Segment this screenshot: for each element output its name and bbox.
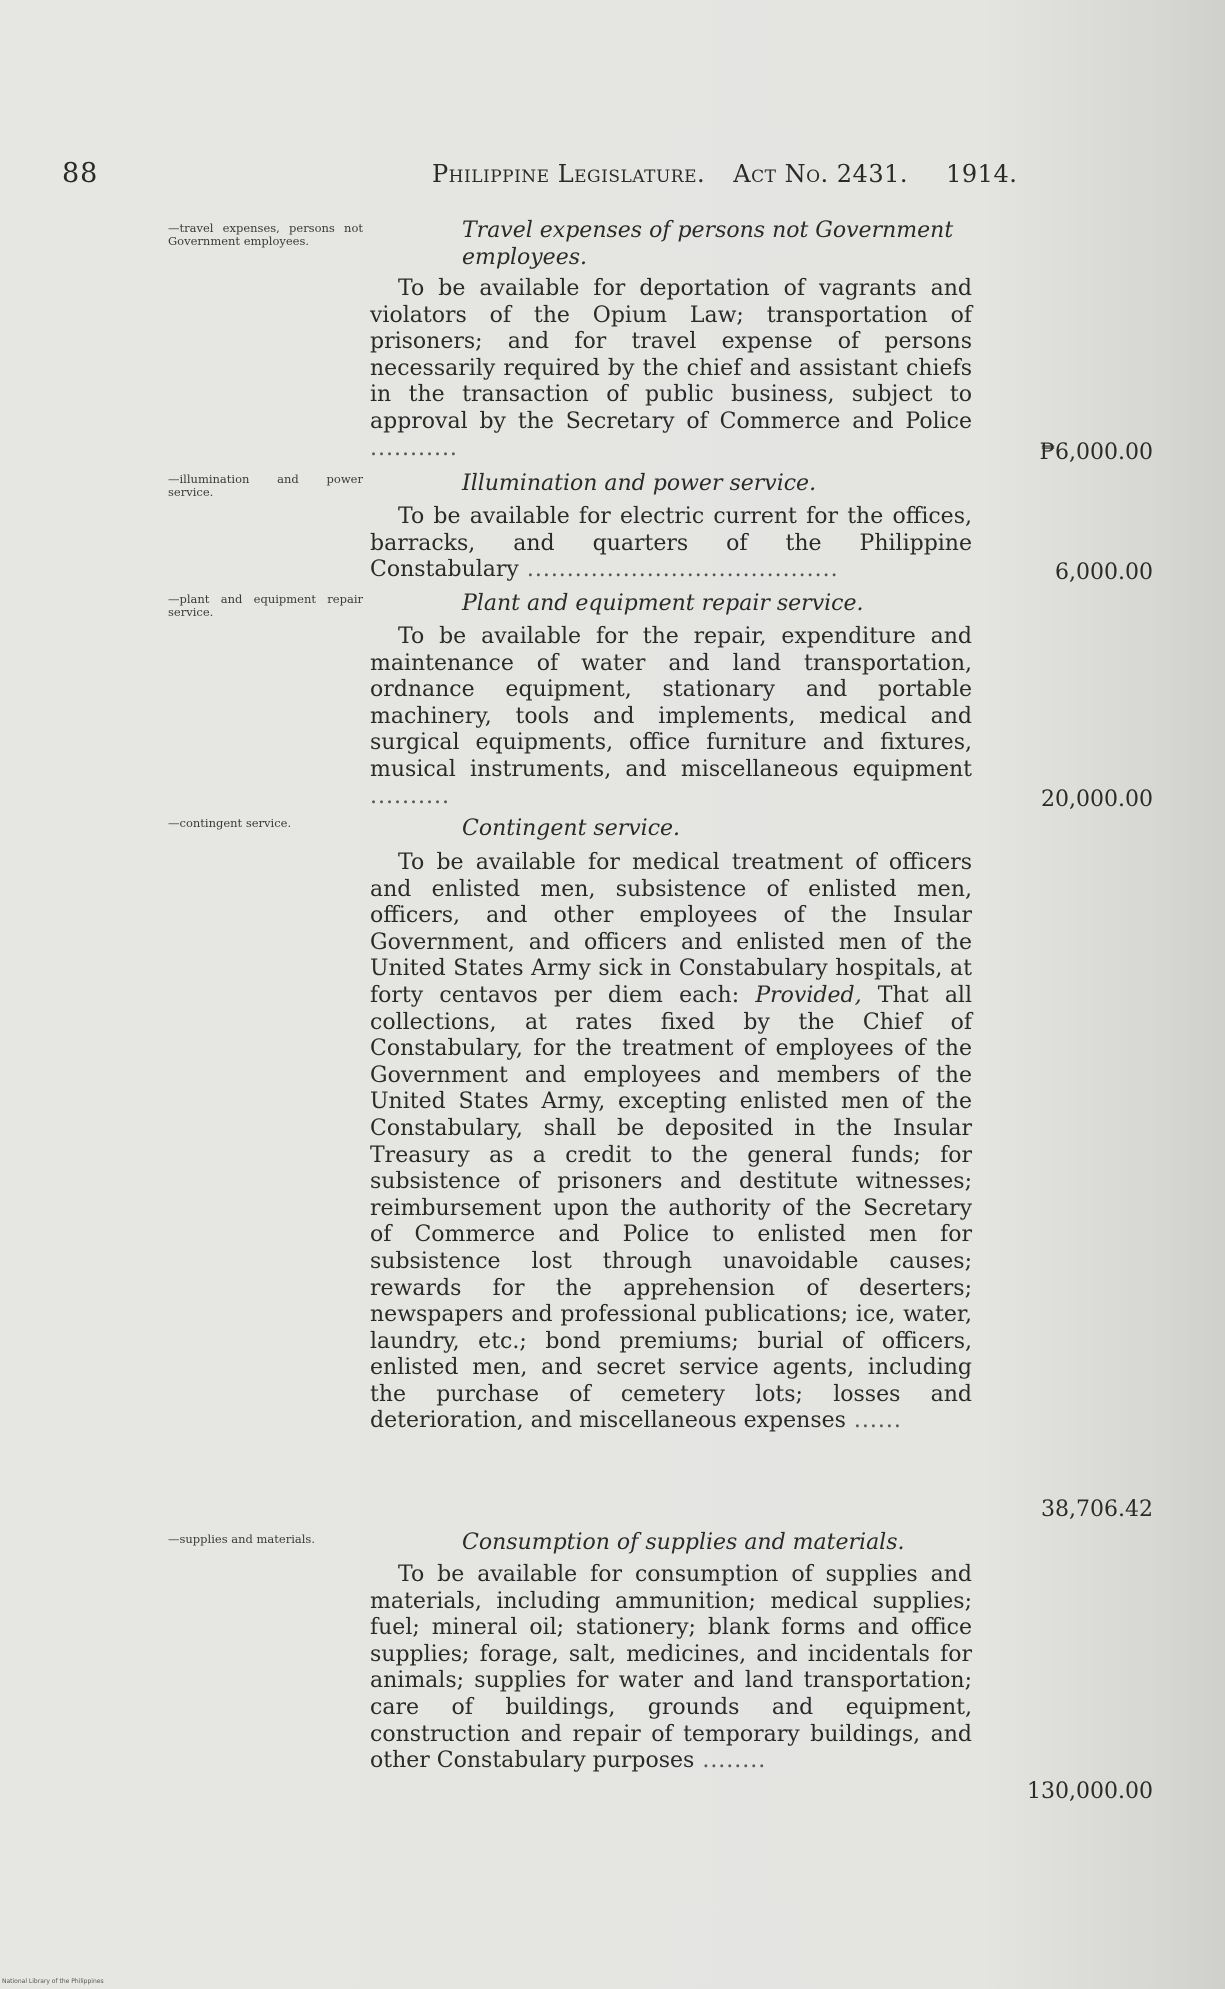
section-body-contingent-2: That all collections, at rates fixed by the Chief of Constabulary, for the treatment of employees of the Government and employees and members of the United States Army, excepting enlisted men of the Constabulary, shall be deposited in the Insular Treasury as a credit to the general funds; for subsistence of prisoners and destitute witnesses; reimbursement upon the authority of the Secretary of Commerce and Police to enlisted men for subsistence lost through unavoidable causes; rewards for the apprehension of deserters; newspapers and professional publications; ice, water, laundry, etc.; bond premiums; burial of officers, enlisted men, and secret service agents, including the purchase of cemetery lots; losses and deterioration, and miscellaneous expenses xyxy=(370,982,973,1434)
section-text-travel: To be available for deportation of vagrants and violators of the Opium Law; transportation of prisoners; and for travel expense of persons necessarily required by the chief and assistant chiefs in the transaction of public business, subject to approval by the Secretary of Commerce and Police ........... xyxy=(370,276,972,461)
section-amount-travel: ₱6,000.00 xyxy=(1039,440,1153,465)
margin-note-travel: —travel expenses, persons not Government employees. xyxy=(168,221,363,248)
section-heading-illumination: Illumination and power service. xyxy=(462,471,817,496)
section-body-plant: To be available for the repair, expenditure and maintenance of water and land transportation, ordnance equipment, stationary and portable machinery, tools and implements, medical and surgical equipments, office furniture and fixtures, musical instruments, and miscellaneous equipment xyxy=(370,624,972,782)
section-amount-plant: 20,000.00 xyxy=(1041,787,1153,812)
margin-note-plant: —plant and equipment repair service. xyxy=(168,592,363,619)
section-body-supplies: To be available for consumption of supplies and materials, including ammunition; medical supplies; fuel; mineral oil; stationery; blank forms and office supplies; forage, salt, medicines, and incidentals for animals; supplies for water and land transportation; care of buildings, grounds and equipment, construction and repair of temporary buildings, and other Constabulary purposes xyxy=(370,1562,972,1774)
running-head-act: Act No. 2431. xyxy=(733,160,908,188)
section-heading-travel: Travel expenses of persons not Government employees. xyxy=(462,218,954,270)
running-head-year: 1914. xyxy=(946,160,1018,188)
page-number: 88 xyxy=(62,158,99,189)
running-head xyxy=(432,160,1037,188)
margin-note-contingent: —contingent service. xyxy=(168,816,292,830)
section-body-contingent-1: To be available for medical treatment of officers and enlisted men, subsistence of enlisted men, officers, and other employees of the Insular Government, and officers and enlisted men of the United States Army sick in Constabulary hospitals, at forty centavos per diem each: xyxy=(370,850,972,1008)
margin-note-supplies: —supplies and materials. xyxy=(168,1532,315,1546)
section-amount-supplies: 130,000.00 xyxy=(1027,1779,1153,1804)
section-body-travel: To be available for deportation of vagrants and violators of the Opium Law; transportation of prisoners; and for travel expense of persons necessarily required by the chief and assistant chiefs in the transaction of public business, subject to approval by the Secretary of Commerce and Police xyxy=(370,276,972,434)
section-amount-illumination: 6,000.00 xyxy=(1055,560,1153,585)
section-amount-contingent: 38,706.42 xyxy=(1041,1497,1153,1522)
scan-credit: National Library of the Philippines xyxy=(2,1978,104,1985)
margin-note-illumination: —illumination and power service. xyxy=(168,472,363,499)
section-text-plant: To be available for the repair, expenditure and maintenance of water and land transportation, ordnance equipment, stationary and portable machinery, tools and implements, medical and surgical equipments, office furniture and fixtures, musical instruments, and miscellaneous equipment .......... xyxy=(370,624,972,809)
section-text-supplies: To be available for consumption of supplies and materials, including ammunition; medical supplies; fuel; mineral oil; stationery; blank forms and office supplies; forage, salt, medicines, and incidentals for animals; supplies for water and land transportation; care of buildings, grounds and equipment, construction and repair of temporary buildings, and other Constabulary purposes ........ xyxy=(370,1562,972,1774)
section-text-illumination: To be available for electric current for the offices, barracks, and quarters of the Philippine Constabulary ....................................... xyxy=(370,504,972,583)
section-heading-contingent: Contingent service. xyxy=(462,816,681,841)
running-head-title: Philippine Legislature. xyxy=(432,160,706,188)
proviso-word: Provided, xyxy=(755,982,862,1008)
section-heading-supplies: Consumption of supplies and materials. xyxy=(462,1530,905,1555)
section-text-contingent: To be available for medical treatment of officers and enlisted men, subsistence of enlisted men, officers, and other employees of the Insular Government, and officers and enlisted men of the United States Army sick in Constabulary hospitals, at forty centavos per diem each: Provided, That all collections, at rates fixed by the Chief of Constabulary, for the treatment of employees of the Government and employees and members of the United States Army, excepting enlisted men of the Constabulary, shall be deposited in the Insular Treasury as a credit to the general funds; for subsistence of prisoners and destitute witnesses; reimbursement upon the authority of the Secretary of Commerce and Police to enlisted men for subsistence lost through unavoidable causes; rewards for the apprehension of deserters; newspapers and professional publications; ice, water, laundry, etc.; bond premiums; burial of officers, enlisted men, and secret service agents, including the purchase of cemetery lots; losses and deterioration, and miscellaneous expenses ...... xyxy=(370,850,973,1434)
section-heading-plant: Plant and equipment repair service. xyxy=(462,591,864,616)
section-body-illumination: To be available for electric current for the offices, barracks, and quarters of the Philippine Constabulary xyxy=(370,504,972,583)
